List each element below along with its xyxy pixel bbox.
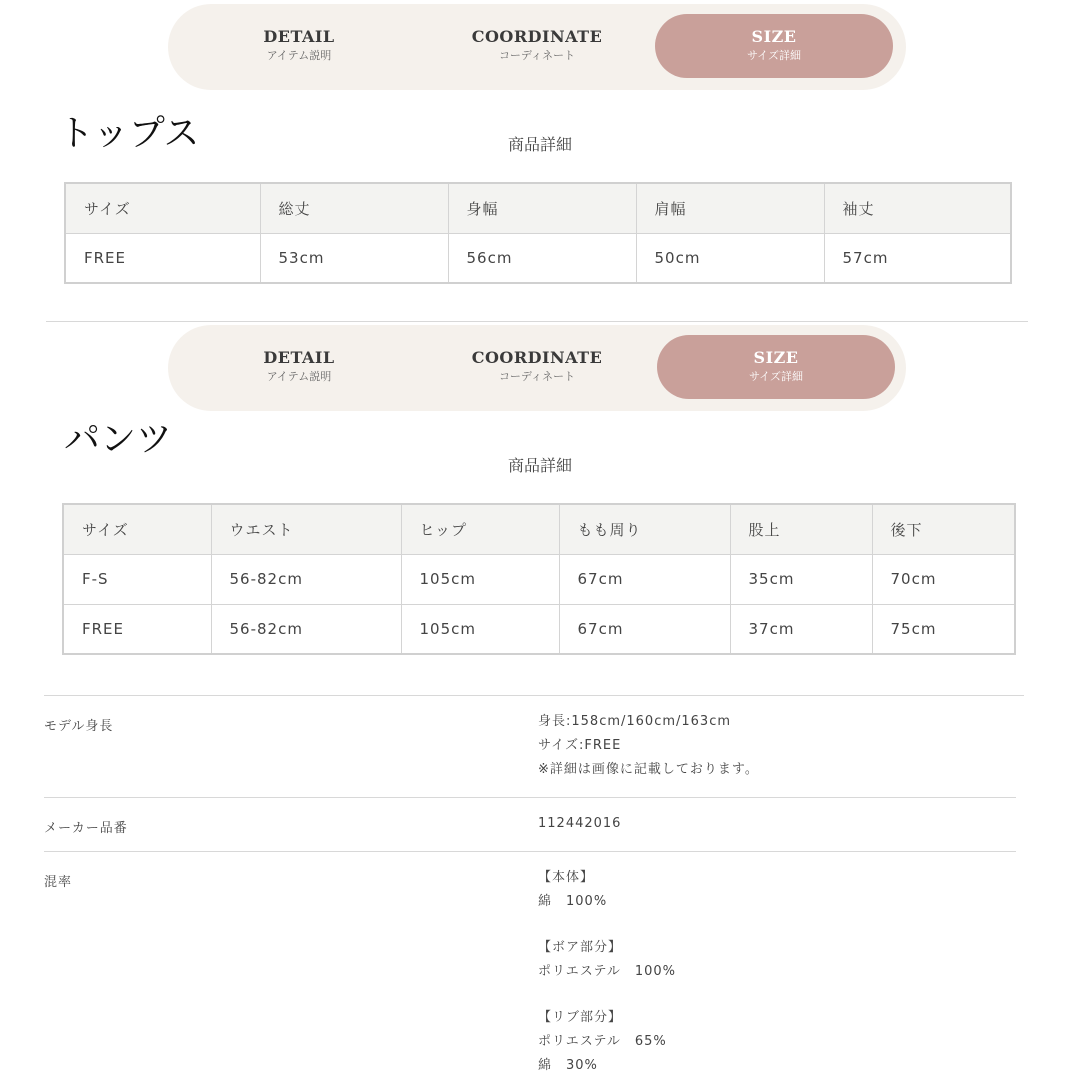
blend-label: 混率 — [44, 875, 73, 890]
tab-coordinate-sublabel: コーディネート — [498, 49, 576, 62]
blend-group-title: 【リブ部分】 — [538, 1010, 623, 1025]
table-cell: 105cm — [401, 554, 559, 604]
table-cell: 35cm — [730, 554, 872, 604]
table-cell: FREE — [63, 604, 211, 654]
model-height-label: モデル身長 — [44, 719, 114, 734]
model-note-line: ※詳細は画像に記載しております。 — [538, 762, 759, 777]
table-row — [65, 233, 1011, 283]
table-header-cell: 股上 — [730, 504, 872, 554]
pants-heading: パンツ — [64, 419, 173, 460]
tab-bar-bottom — [168, 325, 906, 411]
tab-size-label: SIZE — [751, 27, 797, 46]
tab-bar-top — [168, 4, 906, 90]
blend-group-line: 綿 30% — [538, 1058, 598, 1073]
tab-coordinate-label: COORDINATE — [471, 348, 603, 367]
table-header-cell: ウエスト — [211, 504, 401, 554]
table-header-row — [65, 183, 1011, 233]
table-header-cell: サイズ — [65, 183, 260, 233]
tab-coordinate-sublabel: コーディネート — [498, 370, 576, 383]
spec-divider — [44, 851, 1016, 852]
table-header-cell: 総丈 — [260, 183, 448, 233]
tab-size[interactable] — [655, 14, 893, 78]
table-header-cell: 袖丈 — [824, 183, 1011, 233]
tab-coordinate[interactable] — [418, 14, 656, 78]
model-size-line: サイズ:FREE — [538, 738, 622, 753]
table-cell: 67cm — [559, 554, 730, 604]
table-header-cell: もも周り — [559, 504, 730, 554]
table-cell: F-S — [63, 554, 211, 604]
tab-size-sublabel: サイズ詳細 — [746, 49, 802, 62]
table-header-cell: サイズ — [63, 504, 211, 554]
blend-group-line: ポリエステル 65% — [538, 1034, 667, 1049]
pants-size-table — [62, 503, 1016, 655]
blend-value — [538, 866, 676, 1078]
table-cell: 70cm — [872, 554, 1015, 604]
tops-heading: トップス — [58, 113, 200, 154]
table-header-cell: 身幅 — [448, 183, 636, 233]
table-cell: 57cm — [824, 233, 1011, 283]
table-header-cell: ヒップ — [401, 504, 559, 554]
table-cell: 53cm — [260, 233, 448, 283]
maker-number-value: 112442016 — [538, 816, 622, 831]
table-cell: 56-82cm — [211, 604, 401, 654]
spec-divider — [44, 695, 1024, 696]
table-cell: FREE — [65, 233, 260, 283]
spec-divider — [44, 797, 1016, 798]
table-cell: 50cm — [636, 233, 824, 283]
model-height-line: 身長:158cm/160cm/163cm — [538, 714, 732, 729]
tab-detail-label: DETAIL — [263, 348, 335, 367]
tab-size-label: SIZE — [753, 348, 799, 367]
table-row — [63, 604, 1015, 654]
tab-detail-sublabel: アイテム説明 — [266, 49, 332, 62]
table-cell: 67cm — [559, 604, 730, 654]
table-header-cell: 後下 — [872, 504, 1015, 554]
blend-group-title: 【本体】 — [538, 870, 595, 885]
tops-size-table — [64, 182, 1012, 284]
blend-group-line: 綿 100% — [538, 894, 608, 909]
table-cell: 37cm — [730, 604, 872, 654]
tab-detail-label: DETAIL — [263, 27, 335, 46]
blend-group-title: 【ボア部分】 — [538, 940, 623, 955]
tab-detail[interactable] — [180, 335, 418, 399]
blend-group-line: ポリエステル 100% — [538, 964, 676, 979]
tab-size-sublabel: サイズ詳細 — [748, 370, 804, 383]
tab-coordinate-label: COORDINATE — [471, 27, 603, 46]
pants-subheading: 商品詳細 — [507, 456, 572, 475]
table-header-cell: 肩幅 — [636, 183, 824, 233]
table-cell: 56-82cm — [211, 554, 401, 604]
section-divider — [46, 321, 1028, 322]
maker-number-label: メーカー品番 — [44, 821, 128, 836]
table-cell: 56cm — [448, 233, 636, 283]
tab-coordinate[interactable] — [418, 335, 656, 399]
tops-subheading: 商品詳細 — [507, 135, 572, 154]
table-header-row — [63, 504, 1015, 554]
model-height-value — [538, 710, 759, 782]
tab-detail-sublabel: アイテム説明 — [266, 370, 332, 383]
table-row — [63, 554, 1015, 604]
table-cell: 105cm — [401, 604, 559, 654]
tab-size[interactable] — [657, 335, 895, 399]
tab-detail[interactable] — [180, 14, 418, 78]
table-cell: 75cm — [872, 604, 1015, 654]
